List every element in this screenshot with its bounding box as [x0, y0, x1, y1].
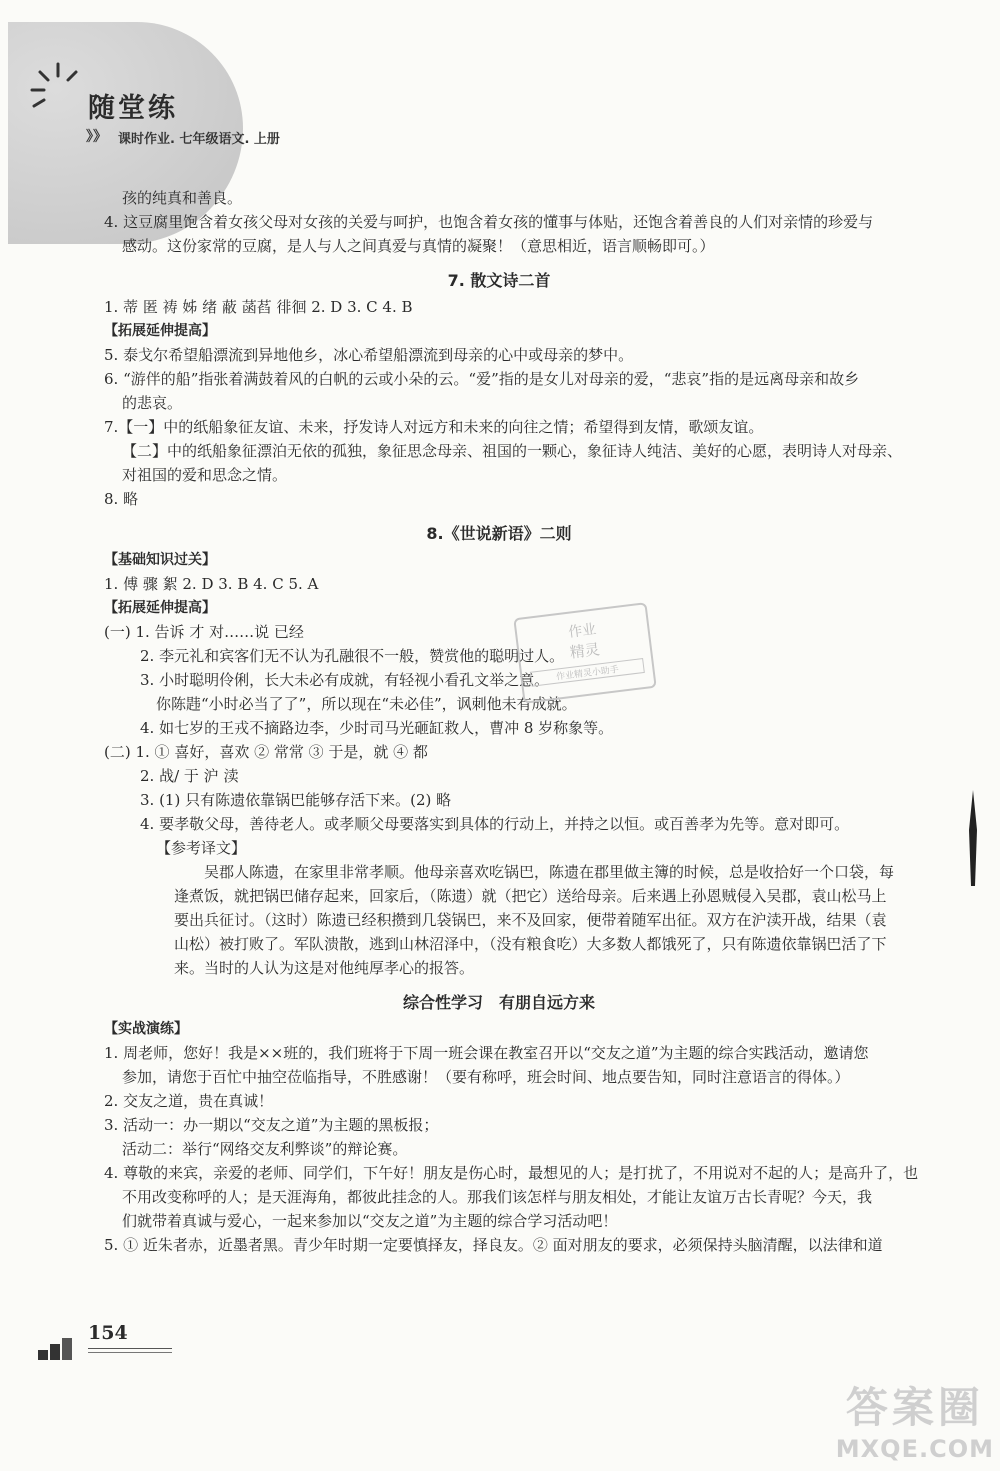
- section-tag: 【基础知识过关】: [104, 552, 216, 568]
- answer-line: 3. 活动一：办一期以“交友之道”为主题的黑板报；: [104, 1116, 439, 1134]
- page-number: 154: [88, 1322, 128, 1344]
- stamp-line-1: 作业: [567, 621, 598, 641]
- answer-line: 4. 要孝敬父母，善待老人。或孝顺父母要落实到具体的行动上，并持之以恒。或百善孝为先等。意对即可。: [140, 815, 850, 833]
- answer-line: 4. 如七岁的王戎不摘路边李，少时司马光砸缸救人，曹冲 8 岁称象等。: [140, 719, 614, 737]
- section-heading: 7. 散文诗二首: [447, 271, 551, 290]
- answer-line: 的悲哀。: [122, 394, 183, 412]
- answer-line: 2. 李元礼和宾客们无不认为孔融很不一般，赞赏他的聪明过人。: [140, 647, 565, 665]
- page-number-rule-2: [88, 1352, 172, 1353]
- section-tag: 【拓展延伸提高】: [104, 323, 216, 339]
- answer-line: 【参考译文】: [156, 839, 247, 857]
- answer-line: 5. 泰戈尔希望船漂流到异地他乡，冰心希望船漂流到母亲的心中或母亲的梦中。: [104, 346, 634, 364]
- answer-line: 3. (1) 只有陈遗依靠锅巴能够存活下来。(2) 略: [140, 791, 452, 809]
- answer-line: 3. 小时聪明伶俐，长大未必有成就，有轻视小看孔文举之意。: [140, 671, 550, 689]
- answer-line: 1. 傅 骤 絮 2. D 3. B 4. C 5. A: [104, 575, 319, 593]
- answer-line: 6. “游伴的船”指张着满鼓着风的白帆的云或小朵的云。“爱”指的是女儿对母亲的爱，“悲哀”指的是远离母亲和故乡: [104, 370, 860, 388]
- section-tag: 【实战演练】: [104, 1021, 188, 1037]
- answer-line: 4. 这豆腐里饱含着女孩父母对女孩的关爱与呵护，也饱含着女孩的懂事与体贴，还饱含着善良的人们对亲情的珍爱与: [104, 213, 874, 231]
- page-edge-mark: [967, 790, 979, 886]
- watermark-line-1: 答案圈: [845, 1383, 984, 1432]
- stamp-line-3: 作业精灵小助手: [530, 658, 645, 687]
- stamp-watermark: [513, 602, 656, 704]
- answer-content: [104, 186, 919, 1257]
- answer-line: 对祖国的爱和思念之情。: [122, 466, 288, 484]
- page-number-rule: [88, 1348, 172, 1349]
- answer-line: 5. ① 近朱者赤，近墨者黑。青少年时期一定要慎择友，择良友。② 面对朋友的要求，必须保持头脑清醒，以法律和道: [104, 1236, 883, 1254]
- book-subtitle: 课时作业. 七年级语文. 上册: [118, 132, 280, 147]
- translation-paragraph: 吴郡人陈遗，在家里非常孝顺。他母亲喜欢吃锅巴，陈遗在郡里做主簿的时候，总是收拾好一个口袋，每逢煮饭，就把锅巴储存起来，回家后，（陈遗）就（把它）送给母亲。后来遇上孙恩贼侵入吴郡，袁山松马上要出兵征讨。（这时）陈遗已经积攒到几袋锅巴，来不及回家，便带着随军出征。双方在沪渎开战，结果（袁山松）被打败了。军队溃散，逃到山林沼泽中，（没有粮食吃）大多数人都饿死了，只有陈遗依靠锅巴活了下来。当时的人认为这是对他纯厚孝心的报答。: [174, 863, 895, 977]
- steps-icon: [38, 1336, 84, 1360]
- brand-title: 随堂练: [88, 93, 178, 124]
- answer-line: 7.【一】中的纸船象征友谊、未来，抒发诗人对远方和未来的向往之情；希望得到友情，歌颂友谊。: [104, 418, 764, 436]
- answer-line: 你陈韪“小时必当了了”，所以现在“未必佳”，讽刺他未有成就。: [156, 695, 577, 713]
- answer-line: 8. 略: [104, 490, 139, 508]
- watermark-line-2: MXQE.COM: [835, 1435, 994, 1463]
- answer-line: 感动。这份家常的豆腐，是人与人之间真爱与真情的凝聚！（意思相近，语言顺畅即可。）: [122, 237, 715, 255]
- answer-line: 2. 战/ 于 沪 渎: [140, 767, 239, 785]
- sun-icon: [28, 58, 88, 118]
- answer-line: 活动二：举行“网络交友利弊谈”的辩论赛。: [122, 1140, 408, 1158]
- stamp-line-2: 精灵: [568, 640, 601, 662]
- arrows-icon: 》》: [86, 129, 107, 145]
- section-heading: 综合性学习 有朋自远方来: [402, 993, 595, 1012]
- site-watermark: [836, 1375, 994, 1463]
- answer-line: 2. 交友之道，贵在真诚！: [104, 1092, 274, 1110]
- answer-line: (一) 1. 告诉 才 对……说 已经: [104, 623, 304, 641]
- answer-line: 1. 蒂 匿 祷 姊 绪 蔽 菡萏 徘徊 2. D 3. C 4. B: [104, 298, 413, 316]
- section-tag: 【拓展延伸提高】: [104, 600, 216, 616]
- answer-line: (二) 1. ① 喜好，喜欢 ② 常常 ③ 于是，就 ④ 都: [104, 743, 428, 761]
- answer-line: 们就带着真诚与爱心，一起来参加以“交友之道”为主题的综合学习活动吧！: [122, 1212, 618, 1230]
- answer-line: 参加，请您于百忙中抽空莅临指导，不胜感谢！（要有称呼，班会时间、地点要告知，同时注意语言的得体。）: [122, 1068, 850, 1086]
- page-number-block: [38, 1322, 138, 1362]
- answer-line: 4. 尊敬的来宾，亲爱的老师、同学们，下午好！朋友是伤心时，最想见的人；是打扰了，不用说对不起的人；是高升了，也: [104, 1164, 919, 1182]
- answer-line: 孩的纯真和善良。: [122, 189, 243, 207]
- answer-line: 【二】中的纸船象征漂泊无依的孤独，象征思念母亲、祖国的一颗心，象征诗人纯洁、美好的心愿，表明诗人对母亲、: [122, 442, 903, 460]
- section-heading: 8.《世说新语》二则: [426, 524, 572, 543]
- answer-line: 不用改变称呼的人；是天涯海角，都彼此挂念的人。那我们该怎样与朋友相处，才能让友谊万古长青呢？今天，我: [122, 1188, 873, 1206]
- answer-line: 1. 周老师，您好！我是××班的，我们班将于下周一班会课在教室召开以“交友之道”为主题的综合实践活动，邀请您: [104, 1044, 869, 1062]
